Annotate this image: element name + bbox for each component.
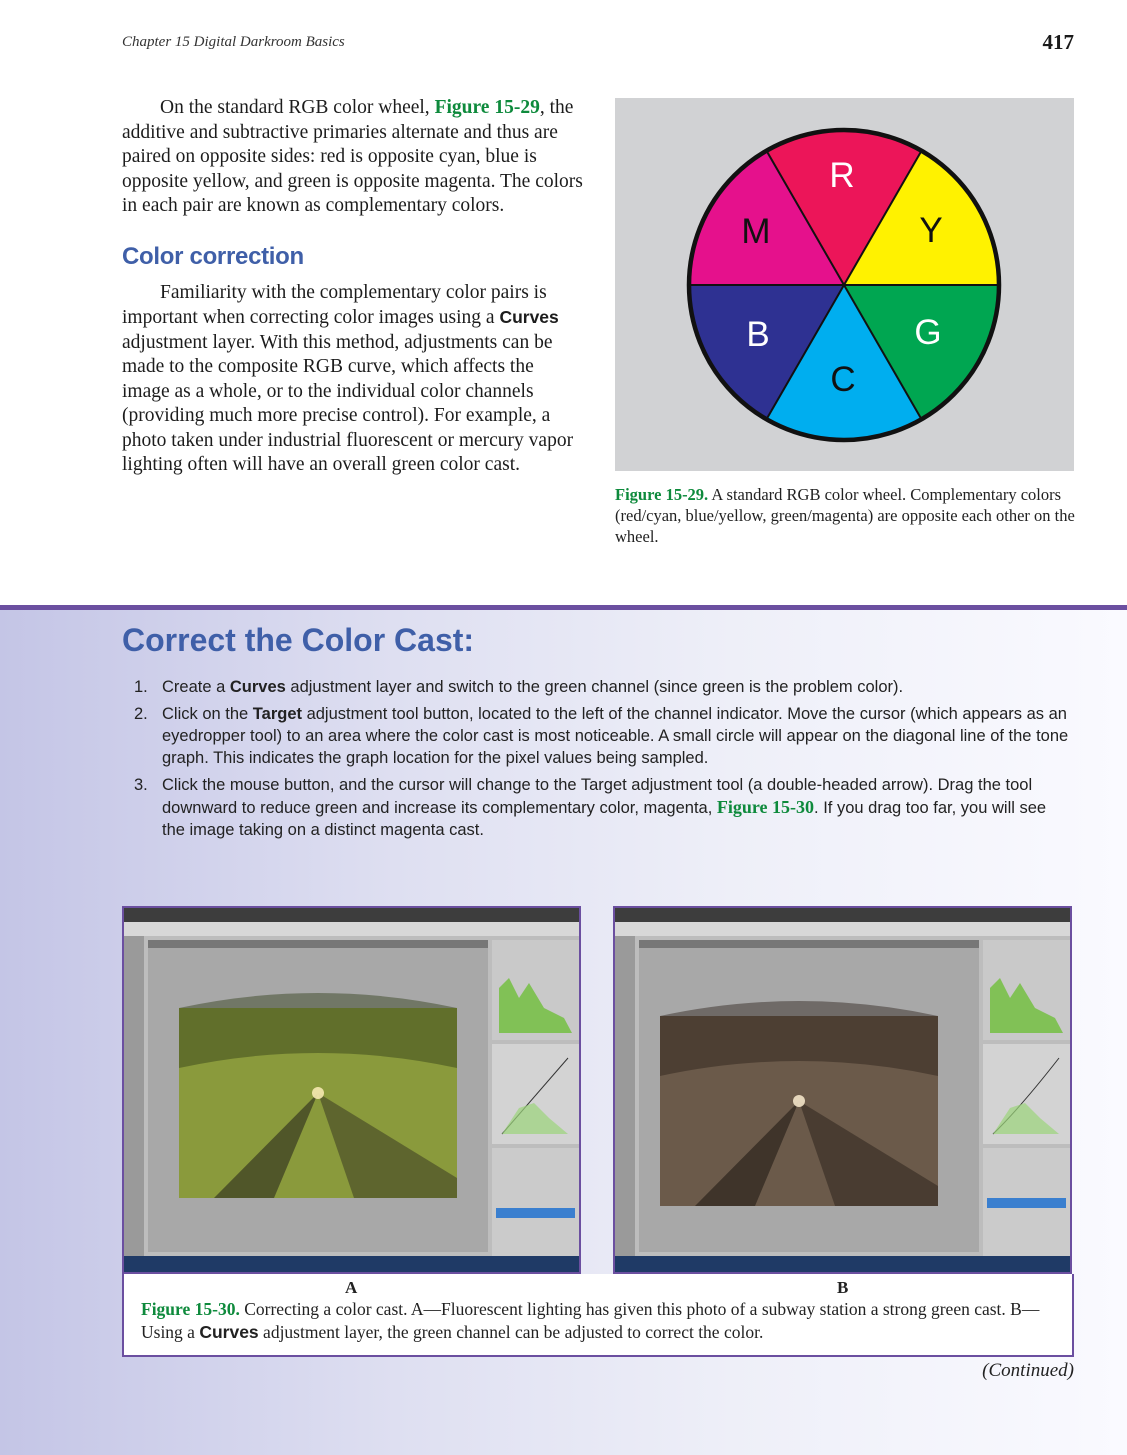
menu-bar: [615, 908, 1070, 922]
step-3-text-end: . If you drag too far, you will see the image taking on a distinct magenta cast.: [162, 799, 1047, 839]
taskbar: [615, 1256, 1070, 1272]
wheel-label-y: Y: [919, 211, 943, 250]
wheel-label-b: B: [746, 315, 770, 354]
procedure-title: Correct the Color Cast:: [122, 622, 475, 658]
figure-15-30-reference: Figure 15-30: [716, 797, 815, 817]
left-column: [122, 96, 584, 478]
panel-label-a: A: [345, 1278, 358, 1297]
intro-text-start: On the standard RGB color wheel,: [160, 97, 435, 118]
tools-panel: [615, 936, 635, 1256]
step-1-curves-term: Curves: [229, 678, 286, 696]
options-bar: [615, 922, 1070, 936]
figure-15-29-reference: Figure 15-29: [434, 97, 540, 118]
figure-15-30-caption: [141, 1298, 1066, 1344]
wheel-label-m: M: [741, 212, 771, 251]
figure-15-29-caption-text: A standard RGB color wheel. Complementary colors (red/cyan, blue/yellow, green/magenta) are opposite each other on the wheel.: [615, 485, 1075, 546]
step-2: [122, 703, 1072, 769]
continued-note: (Continued): [982, 1360, 1074, 1381]
color-wheel: [615, 98, 1074, 471]
cc-text-start: Familiarity with the complementary color pairs is important when correcting color images using a: [122, 281, 547, 328]
figure-15-30-caption-end: adjustment layer, the green channel can be adjusted to correct the color.: [258, 1322, 764, 1342]
cc-text-end: adjustment layer. With this method, adjustments can be made to the composite RGB curve, which affects the image as a whole, or to the individual color channels (providing much more precise control). For example, a photo taken under industrial fluorescent or mercury vapor lighting often will have an overall green color cast.: [122, 331, 574, 475]
figure-15-30-label: Figure 15-30.: [141, 1299, 240, 1319]
figure-15-30-caption-start: Correcting a color cast. A—Fluorescent lighting has given this photo of a subway station a strong green cast. B—Using a: [141, 1299, 1040, 1342]
color-wheel-figure: [615, 98, 1074, 471]
step-1-text-start: Create a: [162, 678, 230, 696]
step-2-text-start: Click on the: [162, 705, 253, 723]
options-bar: [124, 922, 579, 936]
wheel-label-c: C: [830, 360, 856, 399]
running-head: Chapter 15 Digital Darkroom Basics: [122, 34, 345, 50]
figure-15-29-label: Figure 15-29.: [615, 485, 709, 504]
page-number: 417: [1042, 30, 1074, 54]
screenshot-b: [613, 906, 1072, 1274]
menu-bar: [124, 908, 579, 922]
taskbar: [124, 1256, 579, 1272]
section-heading-color-correction: Color correction: [122, 242, 304, 270]
photoshop-window-b: [615, 908, 1070, 1272]
wheel-label-r: R: [829, 156, 855, 195]
photoshop-window-a: [124, 908, 579, 1272]
step-2-number: 2.: [134, 705, 148, 723]
step-1-text-end: adjustment layer and switch to the green channel (since green is the problem color).: [285, 678, 904, 696]
wheel-label-g: G: [914, 313, 942, 352]
figure-15-30-curves-term: Curves: [199, 1322, 259, 1342]
intro-paragraph: [122, 96, 584, 219]
screenshot-a: [122, 906, 581, 1274]
step-2-text-end: adjustment tool button, located to the left of the channel indicator. Move the cursor (which appears as an eyedropper tool) to an area where the color cast is most noticeable. A small circle will appear on the diagonal line of the tone graph. This indicates the graph location for the pixel values being sampled.: [162, 705, 1069, 767]
layers-panel: [492, 1148, 579, 1256]
color-correction-paragraph: [122, 281, 584, 478]
intro-text-end: , the additive and subtractive primaries alternate and thus are paired on opposite sides: red is opposite cyan, blue is opposite yellow, and green is opposite magenta. The colors in each pair are known as complementary colors.: [122, 97, 583, 216]
panel-label-b: B: [837, 1278, 849, 1297]
figure-15-29-caption: [615, 484, 1077, 547]
step-3-number: 3.: [134, 776, 148, 794]
tools-panel: [124, 936, 144, 1256]
step-3: [122, 774, 1072, 841]
step-1: [122, 676, 1072, 698]
step-3-text-start: Click the mouse button, and the cursor will change to the Target adjustment tool (a double-headed arrow). Drag the tool downward to reduce green and increase its complementary color, magenta,: [162, 776, 1033, 817]
procedure-steps: [122, 676, 1072, 846]
step-2-target-term: Target: [252, 705, 302, 723]
curves-term: Curves: [499, 307, 559, 327]
step-1-number: 1.: [134, 678, 148, 696]
